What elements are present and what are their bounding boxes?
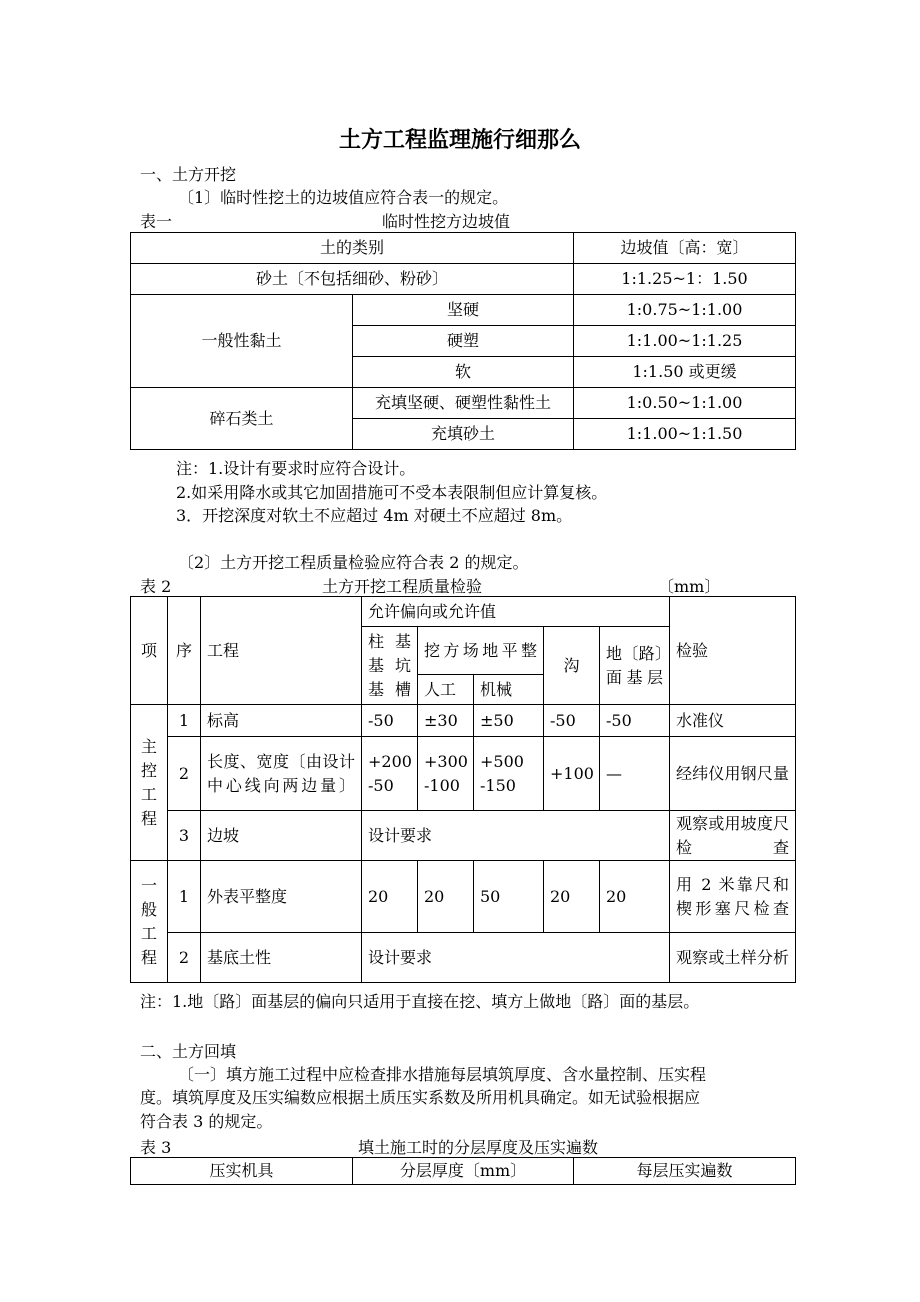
table2-cell: 50 xyxy=(474,861,544,933)
table2-cell: 1 xyxy=(168,705,201,737)
table2-cell: -50 xyxy=(362,705,418,737)
table2-header-site: 挖方场地平整 xyxy=(418,627,544,675)
table2-cell: -50 xyxy=(600,705,670,737)
table2-label: 表 2 xyxy=(140,577,172,596)
table2 xyxy=(130,596,796,983)
table3-header-machine: 压实机具 xyxy=(131,1158,353,1185)
table2-cell: +100 xyxy=(544,737,600,811)
table1-label: 表一 xyxy=(140,212,173,231)
table2-cell: 用 2 米靠尺和楔形塞尺检查 xyxy=(670,861,796,933)
section2-para-line1: 〔一〕填方施工过程中应检查排水措施每层填筑厚度、含水量控制、压实程 xyxy=(178,1065,707,1084)
table2-unit: 〔mm〕 xyxy=(658,577,721,596)
table1-cell: 硬塑 xyxy=(353,326,574,357)
table1-cell: 1:1.00~1:1.50 xyxy=(574,419,796,450)
table2-cell: 观察或用坡度尺检查 xyxy=(670,811,796,861)
section1-item1: 〔1〕临时性挖土的边坡值应符合表一的规定。 xyxy=(178,188,509,207)
table1-cell: 充填砂土 xyxy=(353,419,574,450)
table2-cell: 20 xyxy=(418,861,474,933)
table2-group-main: 主控工程 xyxy=(131,705,168,861)
table1-cell: 1:1.00~1:1.25 xyxy=(574,326,796,357)
section2-para-line2: 度。填筑厚度及压实编数应根据土质压实系数及所用机具确定。如无试验根据应 xyxy=(140,1088,701,1107)
section1-heading: 一、土方开挖 xyxy=(140,165,237,184)
table1 xyxy=(130,232,796,450)
table2-cell: 20 xyxy=(544,861,600,933)
table2-note: 注：1.地〔路〕面基层的偏向只适用于直接在挖、填方上做地〔路〕面的基层。 xyxy=(140,992,700,1011)
table1-note-3: 3．开挖深度对软土不应超过 4m 对硬土不应超过 8m。 xyxy=(176,506,573,525)
table2-cell: 2 xyxy=(168,737,201,811)
page-title: 土方工程监理施行细那么 xyxy=(338,128,581,153)
table1-header-slope: 边坡值〔高：宽〕 xyxy=(574,233,796,264)
table1-cell: 1:0.75~1:1.00 xyxy=(574,295,796,326)
table2-cell: 1 xyxy=(168,861,201,933)
table1-cell: 软 xyxy=(353,357,574,388)
table2-cell: +500 -150 xyxy=(474,737,544,811)
table1-cell: 一般性黏土 xyxy=(131,295,353,388)
table3-caption: 填土施工时的分层厚度及压实遍数 xyxy=(358,1138,599,1157)
table2-header-manual: 人工 xyxy=(418,675,474,705)
table2-cell: 经纬仪用钢尺量 xyxy=(670,737,796,811)
table1-caption: 临时性挖方边坡值 xyxy=(382,212,511,231)
table2-cell: 标高 xyxy=(201,705,362,737)
table1-header-type: 土的类别 xyxy=(131,233,574,264)
table1-note-2: 2.如采用降水或其它加固措施可不受本表限制但应计算复核。 xyxy=(176,483,608,502)
table2-cell: 长度、宽度〔由设计中心线向两边量〕 xyxy=(201,737,362,811)
table2-group-general: 一般工程 xyxy=(131,861,168,983)
table2-header-pit: 柱基基坑基槽 xyxy=(362,627,418,705)
table3-header-passes: 每层压实遍数 xyxy=(574,1158,796,1185)
table2-header-seq: 序 xyxy=(168,597,201,705)
table2-cell: 水准仪 xyxy=(670,705,796,737)
table2-header-item: 项 xyxy=(131,597,168,705)
table2-cell: 设计要求 xyxy=(362,811,670,861)
table2-cell: 20 xyxy=(600,861,670,933)
table2-header-allowed: 允许偏向或允许值 xyxy=(362,597,670,627)
table1-cell: 1:0.50~1:1.00 xyxy=(574,388,796,419)
table3 xyxy=(130,1157,796,1185)
section1-item2: 〔2〕土方开挖工程质量检验应符合表 2 的规定。 xyxy=(178,553,529,572)
table2-cell: +200 -50 xyxy=(362,737,418,811)
table1-cell: 1:1.50 或更缓 xyxy=(574,357,796,388)
table2-cell: +300 -100 xyxy=(418,737,474,811)
table2-cell: 3 xyxy=(168,811,201,861)
table1-cell: 1:1.25~1：1.50 xyxy=(574,264,796,295)
table2-cell: 基底土性 xyxy=(201,933,362,983)
table3-label: 表 3 xyxy=(140,1138,172,1157)
table1-cell: 碎石类土 xyxy=(131,388,353,450)
table2-cell: ±50 xyxy=(474,705,544,737)
table1-cell: 充填坚硬、硬塑性黏性土 xyxy=(353,388,574,419)
table2-cell: 2 xyxy=(168,933,201,983)
table1-note-1: 注：1.设计有要求时应符合设计。 xyxy=(176,459,416,478)
table2-cell: 边坡 xyxy=(201,811,362,861)
table1-cell: 坚硬 xyxy=(353,295,574,326)
table2-cell: 设计要求 xyxy=(362,933,670,983)
table2-header-machine: 机械 xyxy=(474,675,544,705)
table2-cell: — xyxy=(600,737,670,811)
table2-cell: -50 xyxy=(544,705,600,737)
table2-cell: 观察或土样分析 xyxy=(670,933,796,983)
table2-cell: 20 xyxy=(362,861,418,933)
table2-cell: ±30 xyxy=(418,705,474,737)
table3-header-thickness: 分层厚度〔mm〕 xyxy=(353,1158,574,1185)
table2-header-project: 工程 xyxy=(201,597,362,705)
table2-caption: 土方开挖工程质量检验 xyxy=(322,577,483,596)
table2-header-check: 检验 xyxy=(670,597,796,705)
section2-para-line3: 符合表 3 的规定。 xyxy=(140,1112,273,1131)
table2-cell: 外表平整度 xyxy=(201,861,362,933)
section2-heading: 二、土方回填 xyxy=(140,1042,237,1061)
table2-header-ditch: 沟 xyxy=(544,627,600,705)
table1-cell: 砂土〔不包括细砂、粉砂〕 xyxy=(131,264,574,295)
table2-header-road: 地〔路〕面基层 xyxy=(600,627,670,705)
